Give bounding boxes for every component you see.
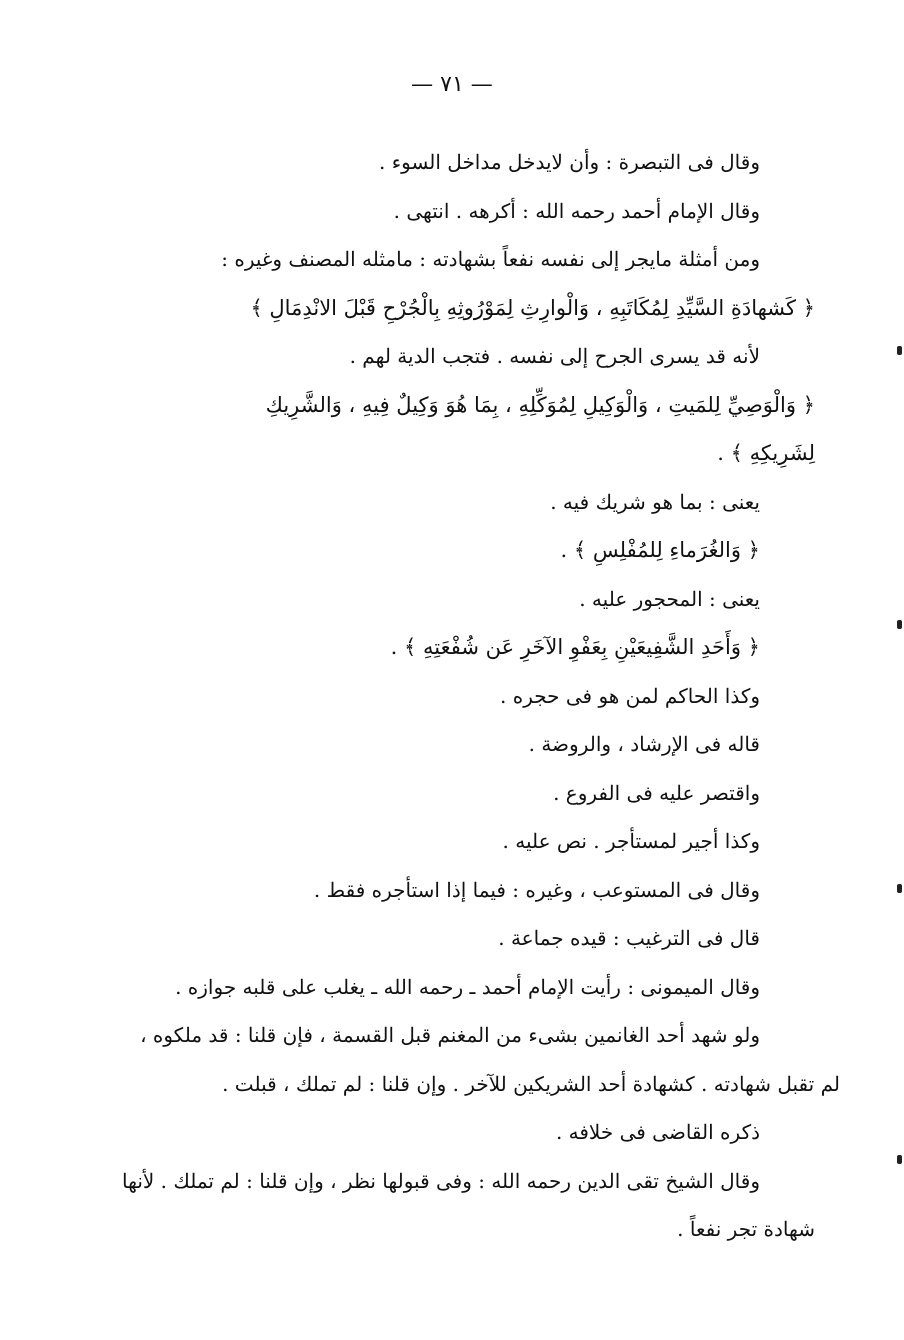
text-line: وقال الإمام أحمد رحمه الله : أكرهه . انتهى . [393, 198, 760, 223]
quoted-matn-line: ﴿ كَشهادَةِ السَّيِّدِ لِمُكَاتَبِهِ ، وَالْوارِثِ لِمَوْرُوثِهِ بِالْجُرْحِ قَبْلَ الانْدِمَالِ ﴾ [250, 295, 815, 320]
text-line: وقال الشيخ تقى الدين رحمه الله : وفى قبولها نظر ، وإن قلنا : لم تملك . لأنها [122, 1168, 760, 1193]
text-line: يعنى : بما هو شريك فيه . [550, 489, 760, 514]
text-line: ومن أمثلة مايجر إلى نفسه نفعاً بشهادته : مامثله المصنف وغيره : [221, 247, 760, 271]
text-line: لأنه قد يسرى الجرح إلى نفسه . فتجب الدية لهم . [349, 344, 760, 368]
text-line: وقال الميمونى : رأيت الإمام أحمد ـ رحمه الله ـ يغلب على قلبه جوازه . [175, 974, 760, 999]
text-line: وكذا الحاكم لمن هو فى حجره . [500, 683, 760, 708]
quoted-matn-line: لِشَرِيكِهِ ﴾ . [717, 441, 815, 465]
text-line: ولو شهد أحد الغانمين بشىء من المغنم قبل القسمة ، فإن قلنا : قد ملكوه ، [140, 1023, 760, 1047]
quoted-matn-line: ﴿ وَالغُرَماءِ لِلمُفْلِسِ ﴾ . [560, 538, 760, 562]
text-line: واقتصر عليه فى الفروع . [553, 780, 760, 805]
text-line: قال فى الترغيب : قيده جماعة . [498, 926, 760, 950]
scan-edge-mark [897, 620, 902, 629]
scan-edge-mark [897, 1155, 902, 1164]
scan-edge-mark [897, 884, 902, 893]
page-number: — ٧١ — [411, 72, 493, 97]
text-line: وكذا أجير لمستأجر . نص عليه . [502, 829, 760, 853]
text-line: ذكره القاضى فى خلافه . [555, 1120, 760, 1144]
quoted-matn-line: ﴿ وَالْوَصِيِّ لِلمَيتِ ، وَالْوَكِيلِ لِمُوَكِّلِهِ ، بِمَا هُوَ وَكِيلٌ فِيهِ ، وَالشَّرِيكِ [265, 392, 815, 417]
scan-edge-mark [897, 346, 902, 355]
body-text [122, 138, 840, 1254]
text-line: يعنى : المحجور عليه . [579, 586, 760, 611]
text-line: وقال فى المستوعب ، وغيره : فيما إذا استأجره فقط . [313, 877, 760, 902]
text-line: قاله فى الإرشاد ، والروضة . [528, 732, 760, 756]
text-line: وقال فى التبصرة : وأن لايدخل مداخل السوء . [379, 150, 760, 174]
text-line: لم تقبل شهادته . كشهادة أحد الشريكين للآخر . وإن قلنا : لم تملك ، قبلت . [222, 1071, 840, 1096]
quoted-matn-line: ﴿ وَأَحَدِ الشَّفِيعَيْنِ بِعَفْوِ الآخَرِ عَن شُفْعَتِهِ ﴾ . [390, 635, 760, 659]
text-line: شهادة تجر نفعاً . [677, 1217, 815, 1241]
